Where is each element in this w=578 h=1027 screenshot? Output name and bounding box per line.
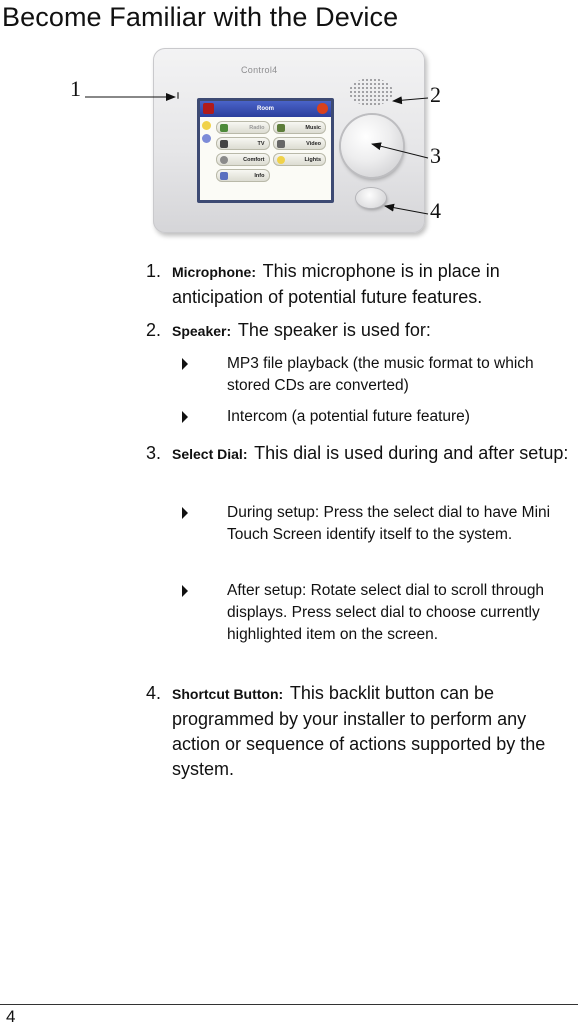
- tile-label: Video: [306, 140, 321, 147]
- bullet-item: [182, 502, 574, 546]
- screen-tile-lights: [273, 153, 327, 166]
- speaker-grille: [349, 78, 393, 106]
- microphone-hole: [177, 92, 179, 99]
- list-item-shortcut-button: [146, 681, 574, 782]
- tile-label: TV: [257, 140, 265, 147]
- tile-label: Comfort: [243, 156, 265, 163]
- light-bulb-icon: [277, 156, 285, 164]
- tv-icon: [220, 140, 228, 148]
- callout-4: 4: [430, 198, 441, 223]
- list-number: 4.: [146, 683, 162, 703]
- tile-label: Radio: [249, 124, 265, 131]
- home-icon: [203, 103, 214, 114]
- radio-icon: [220, 124, 228, 132]
- screen-top-bar: [200, 101, 331, 117]
- remote-icon: [202, 134, 211, 143]
- bullet-triangle-icon: [182, 507, 188, 519]
- list-number: 2.: [146, 320, 162, 340]
- page-title: Become Familiar with the Device: [2, 2, 399, 32]
- device-figure: [0, 40, 578, 245]
- music-icon: [277, 124, 285, 132]
- list-item-microphone: [146, 259, 574, 310]
- shortcut-button: [356, 188, 386, 208]
- screen-tile-info: [216, 169, 270, 182]
- screen-tile-comfort: [216, 153, 270, 166]
- thermostat-icon: [220, 156, 228, 164]
- screen-tile-tv: [216, 137, 270, 150]
- list-item-select-dial: [146, 441, 574, 467]
- screen-room-label: Room: [257, 106, 274, 112]
- screen-tile-radio: [216, 121, 270, 134]
- tile-label: Music: [305, 124, 321, 131]
- list-item-speaker: [146, 318, 574, 344]
- term-description: The speaker is used for:: [233, 320, 431, 340]
- screen-tile-music: [273, 121, 327, 134]
- term-label: Shortcut Button:: [172, 686, 284, 702]
- callout-2: 2: [430, 82, 441, 107]
- tile-label: Lights: [304, 156, 321, 163]
- term-label: Microphone:: [172, 264, 256, 280]
- screen-tile-grid: [216, 121, 326, 182]
- bullet-text: During setup: Press the select dial to have Mini Touch Screen identify itself to the system.: [227, 504, 551, 543]
- bullet-triangle-icon: [182, 585, 188, 597]
- video-icon: [277, 140, 285, 148]
- bullet-item: [182, 353, 574, 397]
- bullet-triangle-icon: [182, 358, 188, 370]
- list-number: 1.: [146, 261, 162, 281]
- callout-3: 3: [430, 143, 441, 168]
- callout-1: 1: [70, 76, 81, 101]
- screen-tile-video: [273, 137, 327, 150]
- bullet-text: MP3 file playback (the music format to which stored CDs are converted): [227, 355, 534, 394]
- term-description: This microphone is in place in anticipation of potential future features.: [172, 261, 500, 307]
- term-label: Speaker:: [172, 323, 232, 339]
- device-logo: Control4: [241, 65, 278, 75]
- bullet-text: Intercom (a potential future feature): [227, 408, 470, 425]
- page-number: 4: [6, 1007, 16, 1026]
- info-icon: [220, 172, 228, 180]
- light-bulb-icon: [202, 121, 211, 130]
- mini-touch-screen-device: [153, 48, 425, 233]
- select-dial: [341, 115, 403, 177]
- term-description: This backlit button can be programmed by your installer to perform any action or sequence of actions supported by the system.: [172, 683, 546, 779]
- bullet-text: After setup: Rotate select dial to scroll through displays. Press select dial to choose currently highlighted item on the screen.: [227, 582, 545, 643]
- footer-rule: [0, 1004, 578, 1005]
- term-description: This dial is used during and after setup:: [249, 443, 569, 463]
- back-icon: [317, 103, 328, 114]
- list-number: 3.: [146, 443, 162, 463]
- tile-label: Info: [254, 172, 265, 179]
- term-label: Select Dial:: [172, 446, 248, 462]
- screen-side-icons: [202, 121, 213, 143]
- bullet-item: [182, 580, 574, 646]
- bullet-triangle-icon: [182, 411, 188, 423]
- device-screen: [197, 98, 334, 203]
- bullet-item: [182, 406, 574, 428]
